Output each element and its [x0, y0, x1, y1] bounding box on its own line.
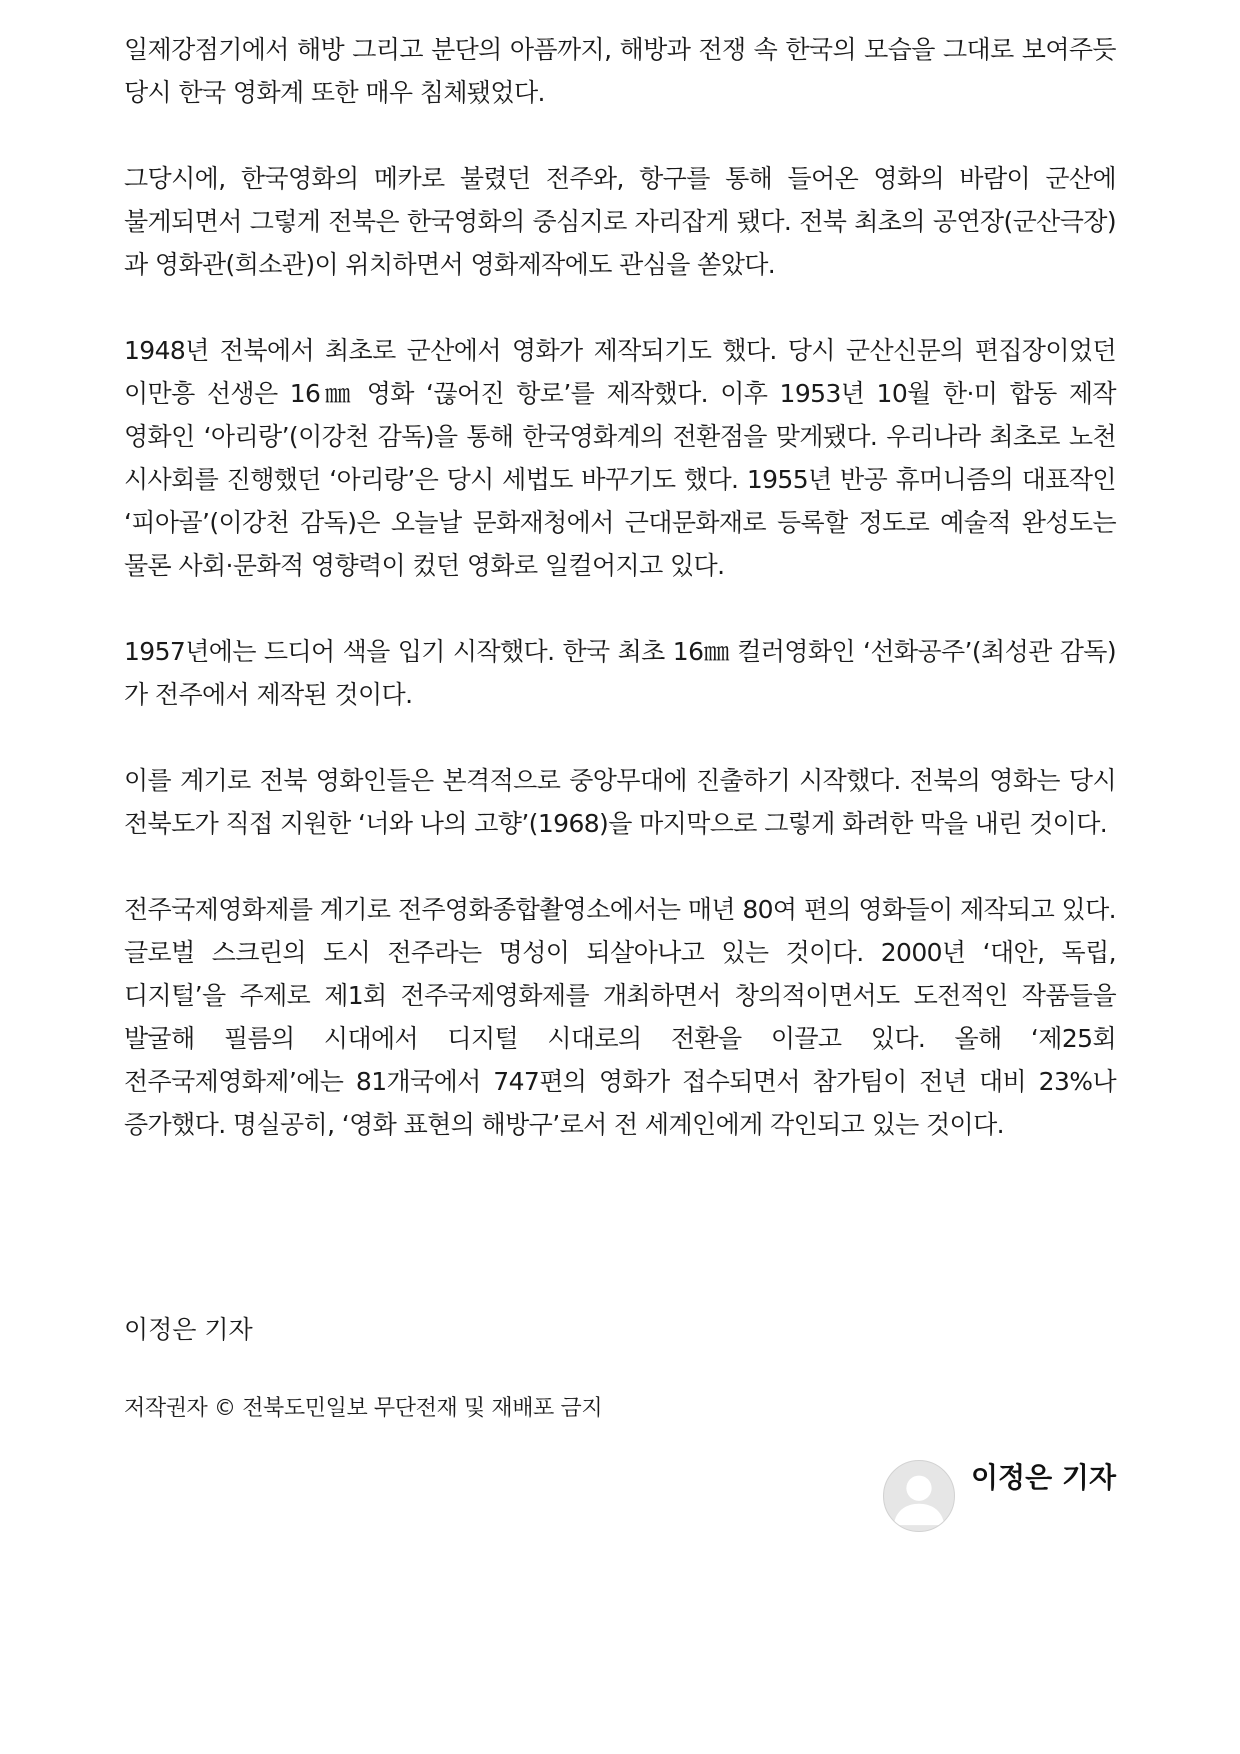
article-paragraph-4: 1957년에는 드디어 색을 입기 시작했다. 한국 최초 16㎜ 컬러영화인 ‘선화공주’(최성관 감독)가 전주에서 제작된 것이다. [124, 637, 1116, 709]
article-byline: 이정은 기자 [124, 1315, 253, 1344]
copyright-notice: 저작권자 © 전북도민일보 무단전재 및 재배포 금지 [124, 1396, 603, 1421]
article-paragraph-1: 일제강점기에서 해방 그리고 분단의 아픔까지, 해방과 전쟁 속 한국의 모습을 그대로 보여주듯 당시 한국 영화계 또한 매우 침체됐었다. [124, 35, 1116, 107]
user-silhouette-icon [884, 1461, 954, 1531]
author-name[interactable]: 이정은 기자 [971, 1461, 1116, 1494]
author-avatar[interactable] [883, 1460, 955, 1532]
author-box[interactable] [883, 1460, 1116, 1532]
article-body [124, 28, 1116, 1189]
article-paragraph-6: 전주국제영화제를 계기로 전주영화종합촬영소에서는 매년 80여 편의 영화들이 제작되고 있다. 글로벌 스크린의 도시 전주라는 명성이 되살아나고 있는 것이다. 2000년 ‘대안, 독립, 디지털’을 주제로 제1회 전주국제영화제를 개최하면서 창의적이면서도 도전적인 작품들을 발굴해 필름의 시대에서 디지털 시대로의 전환을 이끌고 있다. 올해 ‘제25회 전주국제영화제’에는 81개국에서 747편의 영화가 접수되면서 참가팀이 전년 대비 23%나 증가했다. 명실공히, ‘영화 표현의 해방구’로서 전 세계인에게 각인되고 있는 것이다. [124, 895, 1116, 1139]
article-paragraph-5: 이를 계기로 전북 영화인들은 본격적으로 중앙무대에 진출하기 시작했다. 전북의 영화는 당시 전북도가 직접 지원한 ‘너와 나의 고향’(1968)을 마지막으로 그렇게 화려한 막을 내린 것이다. [124, 766, 1116, 838]
article-paragraph-3: 1948년 전북에서 최초로 군산에서 영화가 제작되기도 했다. 당시 군산신문의 편집장이었던 이만흥 선생은 16㎜ 영화 ‘끊어진 항로’를 제작했다. 이후 1953년 10월 한·미 합동 제작 영화인 ‘아리랑’(이강천 감독)을 통해 한국영화계의 전환점을 맞게됐다. 우리나라 최초로 노천 시사회를 진행했던 ‘아리랑’은 당시 세법도 바꾸기도 했다. 1955년 반공 휴머니즘의 대표작인 ‘피아골’(이강천 감독)은 오늘날 문화재청에서 근대문화재로 등록할 정도로 예술적 완성도는 물론 사회·문화적 영향력이 컸던 영화로 일컬어지고 있다. [124, 336, 1116, 580]
article-paragraph-2: 그당시에, 한국영화의 메카로 불렸던 전주와, 항구를 통해 들어온 영화의 바람이 군산에 불게되면서 그렇게 전북은 한국영화의 중심지로 자리잡게 됐다. 전북 최초의 공연장(군산극장)과 영화관(희소관)이 위치하면서 영화제작에도 관심을 쏟았다. [124, 164, 1116, 279]
